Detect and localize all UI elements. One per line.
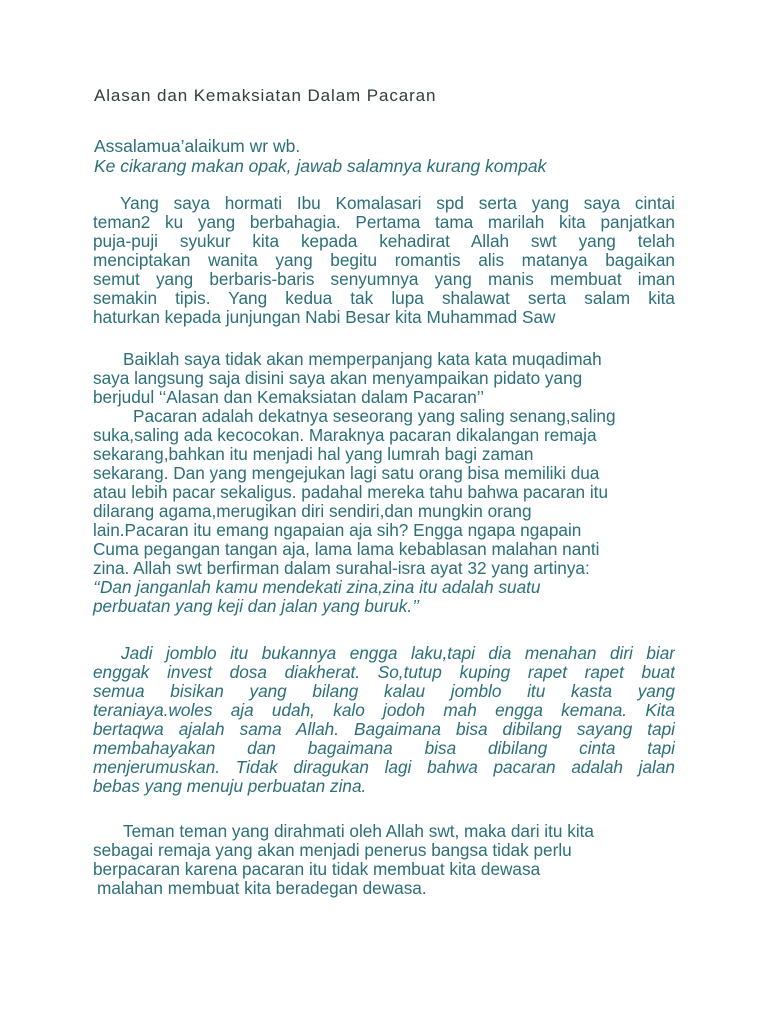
paragraph-line: Jadi jomblo itu bukannya engga laku,tapi dia menahan diri biar	[121, 644, 675, 663]
paragraph-body	[93, 350, 675, 616]
paragraph-line: sekarang,bahkan itu menjadi hal yang lumrah bagi zaman	[93, 444, 534, 464]
paragraph-line: semakin tipis. Yang kedua tak lupa shalawat serta salam kita	[93, 289, 675, 308]
paragraph-line: dilarang agama,merugikan diri sendiri,dan mungkin orang	[93, 501, 532, 521]
document-title: Alasan dan Kemaksiatan Dalam Pacaran	[94, 86, 437, 105]
paragraph-line: membahayakan dan bagaimana bisa dibilang cinta tapi	[93, 739, 675, 758]
paragraph-line: semut yang berbaris-baris senyumnya yang manis membuat iman	[93, 270, 675, 289]
paragraph-opening	[93, 194, 675, 327]
paragraph-line: Yang saya hormati Ibu Komalasari spd serta yang saya cintai	[120, 194, 675, 213]
paragraph-line: puja-puji syukur kita kepada kehadirat Allah swt yang telah	[93, 232, 675, 251]
paragraph-line: lain.Pacaran itu emang ngapaian aja sih? Engga ngapa ngapain	[93, 520, 582, 540]
paragraph-line: enggak invest dosa diakherat. So,tutup kuping rapet rapet buat	[93, 663, 675, 682]
paragraph-line: Teman teman yang dirahmati oleh Allah swt, maka dari itu kita	[123, 821, 594, 841]
paragraph-line: saya langsung saja disini saya akan menyampaikan pidato yang	[93, 368, 583, 388]
paragraph-line: berjudul ‘‘Alasan dan Kemaksiatan dalam Pacaran’’	[93, 387, 485, 407]
paragraph-line: Cuma pegangan tangan aja, lama lama kebablasan malahan nanti	[93, 539, 600, 559]
paragraph-line: Baiklah saya tidak akan memperpanjang kata kata muqadimah	[123, 349, 602, 369]
paragraph-line: sekarang. Dan yang mengejukan lagi satu orang bisa memiliki dua	[93, 463, 600, 483]
greeting	[94, 136, 546, 176]
quote-line: perbuatan yang keji dan jalan yang buruk.’’	[93, 596, 420, 616]
paragraph-line: bertaqwa ajalah sama Allah. Bagaimana bisa dibilang sayang tapi	[93, 720, 675, 739]
paragraph-line: malahan membuat kita beradegan dewasa.	[97, 878, 427, 898]
paragraph-line: haturkan kepada junjungan Nabi Besar kita Muhammad Saw	[93, 307, 556, 327]
paragraph-line: teraniaya.woles aja udah, kalo jodoh mah engga kemana. Kita	[93, 701, 675, 720]
paragraph-line: berpacaran karena pacaran itu tidak membuat kita dewasa	[93, 859, 541, 879]
paragraph-jomblo	[93, 644, 675, 796]
paragraph-line: menjerumuskan. Tidak diragukan lagi bahwa pacaran adalah jalan	[93, 758, 675, 777]
paragraph-line: suka,saling ada kecocokan. Maraknya pacaran dikalangan remaja	[93, 425, 597, 445]
paragraph-line: zina. Allah swt berfirman dalam surahal-isra ayat 32 yang artinya:	[93, 558, 590, 578]
paragraph-line: teman2 ku yang berbahagia. Pertama tama marilah kita panjatkan	[93, 213, 675, 232]
greeting-pantun: Ke cikarang makan opak, jawab salamnya kurang kompak	[94, 156, 547, 176]
paragraph-line: semua bisikan yang bilang kalau jomblo itu kasta yang	[93, 682, 675, 701]
paragraph-line: Pacaran adalah dekatnya seseorang yang saling senang,saling	[133, 406, 616, 426]
greeting-salam: Assalamua’alaikum wr wb.	[94, 136, 301, 156]
paragraph-line: menciptakan wanita yang begitu romantis alis matanya bagaikan	[93, 251, 675, 270]
quote-line: ‘‘Dan janganlah kamu mendekati zina,zina itu adalah suatu	[93, 577, 541, 597]
paragraph-line: sebagai remaja yang akan menjadi penerus bangsa tidak perlu	[93, 840, 572, 860]
paragraph-closing	[93, 822, 675, 898]
paragraph-line: bebas yang menuju perbuatan zina.	[93, 776, 367, 796]
paragraph-line: atau lebih pacar sekaligus. padahal mereka tahu bahwa pacaran itu	[93, 482, 609, 502]
